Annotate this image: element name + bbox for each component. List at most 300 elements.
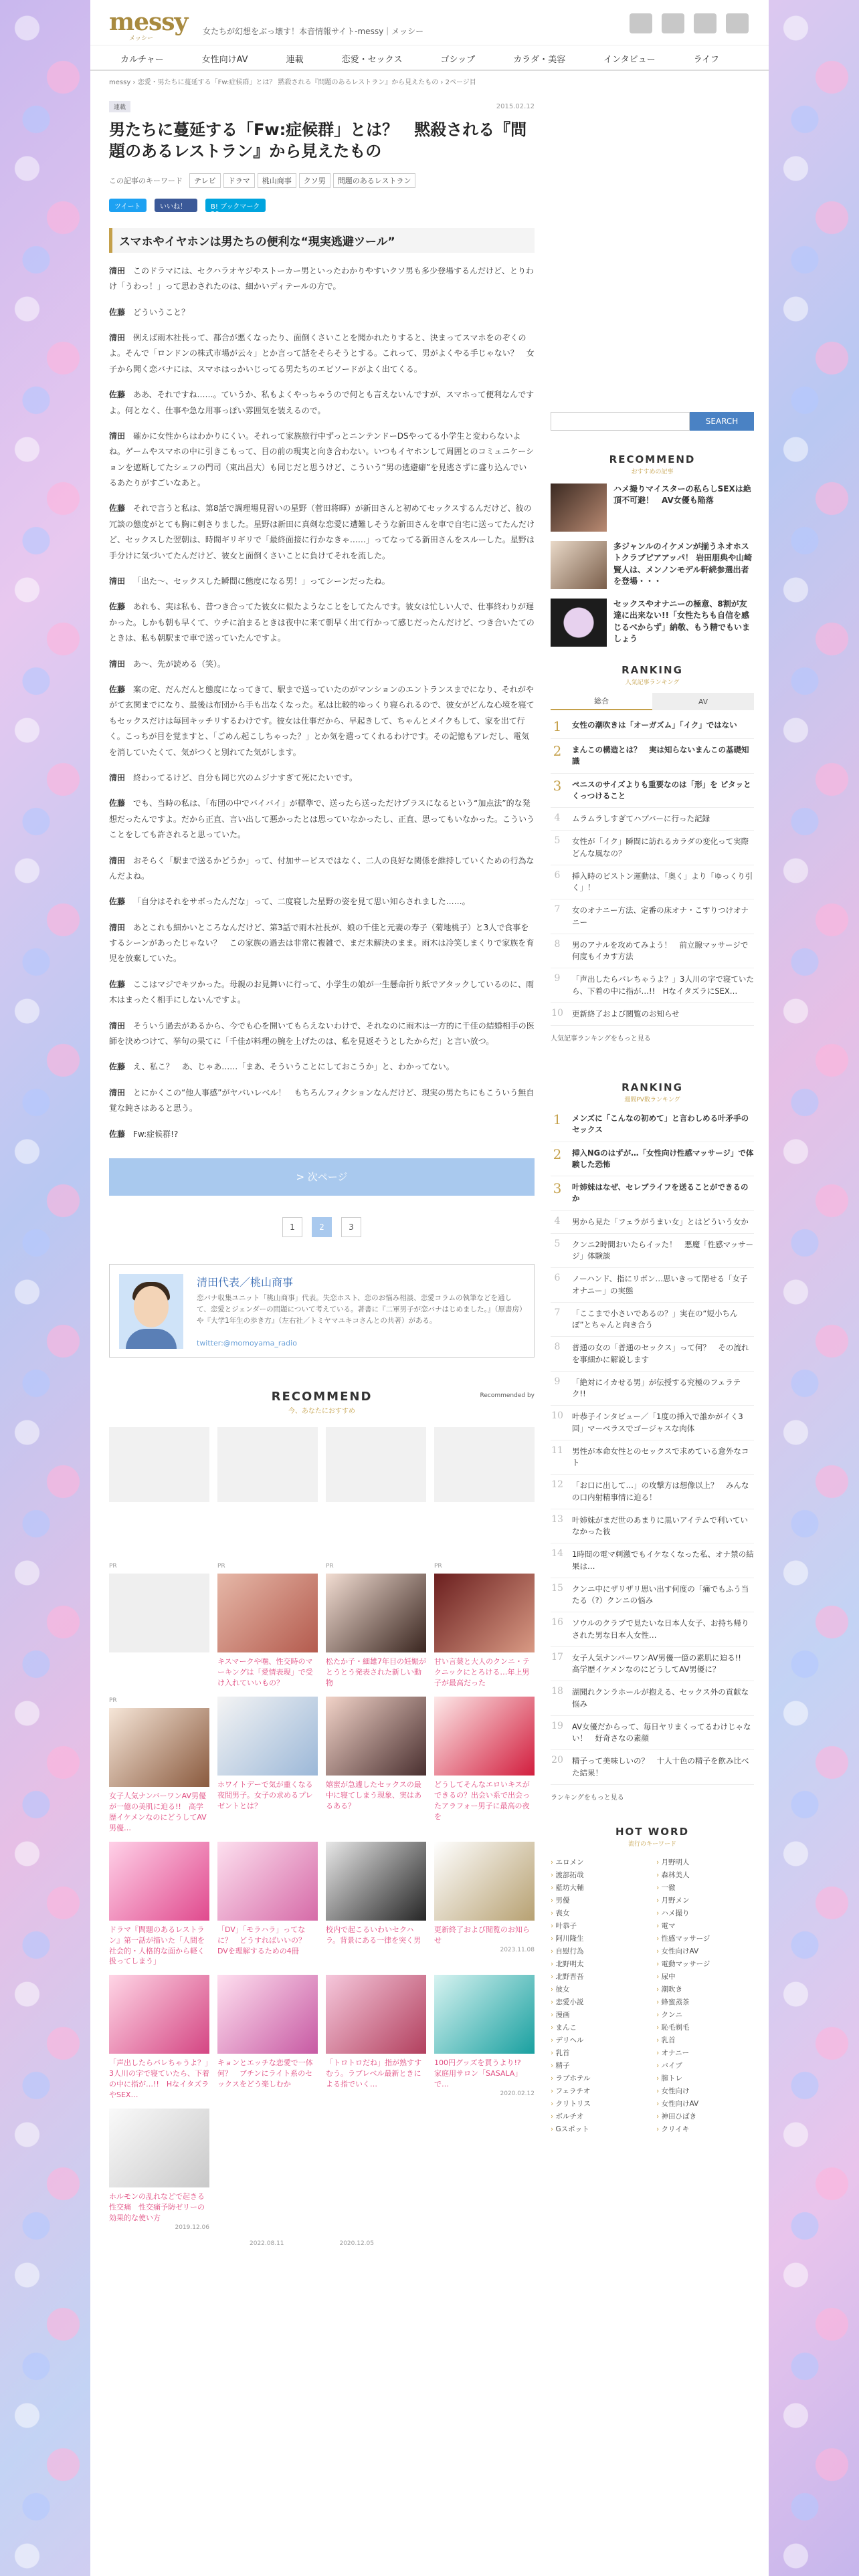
- breadcrumb[interactable]: messy › 恋愛・男たちに蔓延する「Fw:症候群」とは？ 黙殺される『問題のあるレストラン』から見えたもの › 2ページ目: [109, 79, 476, 86]
- hotword-link[interactable]: › ボルチオ: [551, 2110, 648, 2123]
- article-paragraph: [109, 853, 535, 885]
- ranking-item-title: 女性の潮吹きは「オーガズム」「イク」ではない: [572, 720, 737, 730]
- hotword-link[interactable]: › 女性向けAV: [656, 1945, 754, 1957]
- keyword-tag[interactable]: 問題のあるレストラン: [333, 173, 416, 188]
- pr-label: PR: [434, 1562, 442, 1570]
- ranking-item[interactable]: [551, 1406, 754, 1440]
- keyword-row: [109, 173, 535, 188]
- list-item-title: ハメ撮りマイスターの私らしSEXは絶頂不可避！ AV女優も陥落: [613, 484, 751, 506]
- rank-number: 11: [551, 1444, 563, 1456]
- paragraph-text: そういう過去があるから、今でも心を開いてもらえないわけで、それなのに雨木は一方的に千佳の結婚相手の医師を決めつけて、挙句の果てに「千佳が料理の腕を上げたのは、私を見返そうとしたからだ」と言い放つ。: [109, 1021, 535, 1047]
- thumbnail-image: [434, 1574, 535, 1652]
- recommend-card[interactable]: [109, 1842, 209, 1967]
- ranking-item-title: ソウルのクラブで見たいな日本人女子、お持ち帰りされた男な日本人女性…: [572, 1618, 749, 1640]
- speaker-name: 佐藤: [109, 684, 126, 694]
- recommend-card[interactable]: [109, 2109, 209, 2232]
- ranking-item-title: 「声出したらバレちゃうよ？」3人川の字で寝ていたら、下着の中に指が…!! HなイタズラにSEX…: [572, 974, 754, 996]
- background-pattern-left: [0, 0, 90, 2576]
- keyword-label: この記事のキーワード: [109, 176, 183, 185]
- weekly-ranking-subtitle: 週間PV数ランキング: [624, 1097, 680, 1103]
- ranking-item[interactable]: [551, 968, 754, 1003]
- paragraph-text: え、私こ？ あ、じゃあ……「まあ、そういうことにしておこうか」と、わかってない。: [133, 1062, 454, 1072]
- recommend-card-title: ホワイトデーで気が重くなる夜間男子。女子の求めるプレゼントとは？: [217, 1780, 313, 1810]
- thumbnail-image: [109, 1842, 209, 1921]
- author-bio: 恋バナ収集ユニット「桃山商事」代表。失恋ホスト、恋のお悩み相談、恋愛コラムの執筆などを通して、恋愛とジェンダーの問題について考えている。著書に『二軍男子が恋バナはじめました。』（原書房）や『大学1年生の歩き方』（左右社／トミヤマユキコさんとの共著）がある。: [197, 1293, 523, 1325]
- recommend-card-title: 校内で起こるいわいセクハラ。背景にある一律を突く男: [326, 1925, 421, 1945]
- ranking-item[interactable]: [551, 1543, 754, 1578]
- search-input[interactable]: [551, 412, 690, 431]
- rank-number: 1: [553, 718, 562, 734]
- hotword-link[interactable]: › 叶恭子: [551, 1919, 648, 1932]
- ranking-item[interactable]: [551, 1211, 754, 1234]
- ranking-item[interactable]: [551, 1176, 754, 1211]
- recommend-card-title: ホルモンの乱れなどで起きる性交痛 性交痛予防ゼリーの効果的な使い方: [109, 2192, 205, 2222]
- pagination: [109, 1217, 535, 1237]
- hotword-link[interactable]: › 漫画: [551, 2008, 648, 2021]
- hatena-bookmark-button[interactable]: B! ブックマーク 28: [205, 199, 266, 212]
- recommend-card[interactable]: [326, 1562, 426, 1689]
- hotword-link[interactable]: › 神田ひばき: [656, 2110, 754, 2123]
- paragraph-text: 例えば雨木社長って、都合が悪くなったり、面倒くさいことを聞かれたりすると、決まってスマホをのぞくのよ。そんで「ロンドンの株式市場が云々」とか言って話をそらそうとする。これって、男がよくやる手じゃない？ 女子から聞く恋バナには、スマホはっかいじってる男たちのエピソードがよく出てくる。: [109, 332, 535, 374]
- recommend-card-title: ドラマ『問題のあるレストラン』第一話が描いた「人間を社会的・人格的な面から軽く扱ってしまう」: [109, 1925, 205, 1966]
- ranking-item-title: 叶恭子インタビュー／「1度の挿入で誰かがイく3回」マーベラスでゴージャスな肉体: [572, 1412, 743, 1433]
- page: [90, 0, 769, 2576]
- recommend-card[interactable]: [217, 1842, 318, 1967]
- recommend-card-title: 100円グッズを買うより!? 家庭用サロン「SASALA」で…: [434, 2058, 529, 2089]
- hotword-link[interactable]: › クンニ: [656, 2008, 754, 2021]
- ranking-item-title: 挿入NGのはずが…「女性向け性感マッサージ」で体験した恐怖: [572, 1148, 754, 1169]
- article-paragraph: [109, 263, 535, 295]
- author-twitter-link[interactable]: twitter:@momoyama_radio: [197, 1338, 297, 1348]
- hotword-link[interactable]: › 恥毛剃毛: [656, 2021, 754, 2034]
- speaker-name: 佐藤: [109, 798, 126, 809]
- article-paragraph: [109, 1018, 535, 1050]
- rank-number: 16: [551, 1617, 563, 1628]
- ranking-item[interactable]: [551, 1142, 754, 1177]
- weekly-ranking-list: [551, 1107, 754, 1785]
- list-item-title: 多ジャンルのイケメンが揃うネオホストクラブピアアッパ！ 岩田朋典や山崎賢人は、メンノンモデル軒続参選出者を登場・・・: [613, 542, 753, 586]
- page-link-1[interactable]: 1: [282, 1217, 302, 1237]
- author-name[interactable]: 清田代表／桃山商事: [197, 1275, 294, 1289]
- article-date: 2015.02.12: [496, 103, 535, 110]
- thumbnail-image: [434, 1697, 535, 1776]
- tab-overall[interactable]: 総合: [551, 693, 652, 710]
- thumbnail-image: [109, 2109, 209, 2187]
- article-paragraph: [109, 770, 535, 786]
- hotword-link[interactable]: › 男優: [551, 1894, 648, 1907]
- hotword-link[interactable]: › 北野明太: [551, 1957, 648, 1970]
- ranking-item[interactable]: [551, 1440, 754, 1475]
- search-box: [551, 412, 754, 431]
- site-header: [90, 0, 769, 45]
- ranking-item[interactable]: [551, 739, 754, 774]
- hotword-link[interactable]: › 電動マッサージ: [656, 1957, 754, 1970]
- ranking-item-title: 男性が本命女性とのセックスで求めている意外なコト: [572, 1446, 749, 1467]
- ranking-item[interactable]: [551, 1612, 754, 1647]
- page-link-3[interactable]: 3: [341, 1217, 361, 1237]
- tab-av[interactable]: AV: [652, 693, 754, 710]
- ranking-item-title: ムラムラしすぎてハプバーに行った記録: [572, 814, 710, 823]
- global-nav: [90, 45, 769, 71]
- rank-number: 6: [554, 1273, 561, 1284]
- hotword-link[interactable]: › フェラチオ: [551, 2084, 648, 2097]
- rank-number: 4: [554, 1215, 561, 1226]
- ranking-item-title: 「ここまで小さいであるの？」実在の“短小ちんぽ”とちゃんと向き合う: [572, 1308, 738, 1329]
- thumbnail-image: [551, 599, 607, 647]
- rank-number: 8: [554, 1341, 561, 1353]
- search-button[interactable]: SEARCH: [690, 412, 754, 431]
- speaker-name: 清田: [109, 1087, 126, 1097]
- paragraph-text: 終わってるけど、自分も同じ穴のムジナすぎて死にたいです。: [133, 772, 357, 782]
- rank-number: 9: [554, 973, 561, 984]
- paragraph-text: でも、当時の私は、「布団の中でバイバイ」が標準で、送ったら送っただけプラスになるという“加点法”的な発想だったんですよ。だから正直、言い出して悪かったとは思っていなかったし、正直、思ってもいなかった。こういうことをしても許されると思っていた。: [109, 798, 535, 840]
- next-page-button[interactable]: > 次ページ: [109, 1158, 535, 1196]
- share-buttons: [109, 199, 535, 218]
- weekly-ranking-more-link[interactable]: ランキングをもっと見る: [551, 1794, 624, 1802]
- ranking-item-title: 精子って美味しいの？ 十人十色の精子を飲み比べた結果！: [572, 1756, 749, 1778]
- hotword-link[interactable]: › 精子: [551, 2059, 648, 2072]
- hotword-link[interactable]: › 森林美人: [656, 1868, 754, 1881]
- speaker-name: 清田: [109, 265, 126, 276]
- paragraph-text: それで言うと私は、第8話で調理場見習いの星野（菅田将暉）が新田さんと初めてセックスするんだけど、彼の冗談の態度がとても胸に刺さりました。星野は新田に真剣な恋愛に遭難しそうな新田さんを車で自宅に送ってたんだけど、セックスした翌朝は、時間ギリギリで「最終面接に行かなきゃ……」ってなってる新田さんをスルーした。星野は手分けに気づいてたんだけど、彼女と面倒くさいことに負けてそれを流した。: [109, 504, 535, 560]
- recommend-card-title: キョンとエッチな恋愛で一体何？ ブチンにライト系のセックスをどう楽しむか: [217, 2058, 313, 2089]
- thumbnail-image: [217, 1574, 318, 1652]
- speaker-name: 佐藤: [109, 1129, 126, 1139]
- facebook-icon[interactable]: [694, 13, 717, 33]
- hotword-link[interactable]: › 乳首: [656, 2034, 754, 2046]
- list-item[interactable]: [551, 484, 754, 532]
- sidebar: [551, 99, 754, 2135]
- hotword-link[interactable]: › 電マ: [656, 1919, 754, 1932]
- article-paragraph: [109, 1059, 535, 1075]
- hotword-link[interactable]: › 喪女: [551, 1907, 648, 1919]
- rank-number: 2: [553, 1146, 562, 1162]
- recommend-card-title: 「DV」「モラハラ」ってなに？ どうすればいいの？ DVを理解するための4冊: [217, 1925, 313, 1955]
- speaker-name: 佐藤: [109, 602, 126, 612]
- rank-number: 1: [553, 1111, 562, 1128]
- ranking-item-title: 女のオナニー方法、定番の床オナ・こすりつけオナニー: [572, 905, 749, 927]
- nav-item-series[interactable]: 連載: [286, 55, 304, 65]
- hotword-link[interactable]: › ハメ撮り: [656, 1907, 754, 1919]
- ranking-item[interactable]: [551, 1372, 754, 1406]
- hotword-link[interactable]: › クリトリス: [551, 2097, 648, 2110]
- paragraph-text: とにかくこの“他人事感”がヤバいレベル！ もちろんフィクションなんだけど、現実の男たちにもこういう無自覚な鈍さはあると思う。: [109, 1087, 535, 1113]
- ranking-item-title: クンニ中にザリザリ思い出す何度の「痛でもふう当たる（?）クンニの悩み: [572, 1584, 749, 1605]
- recommend-card-date: 2019.12.06: [175, 2224, 209, 2231]
- weekly-ranking-title: RANKING: [622, 1081, 683, 1093]
- thumbnail-image: [434, 1842, 535, 1921]
- ranking-item[interactable]: [551, 808, 754, 831]
- hotword-link[interactable]: › 女性向けAV: [656, 2097, 754, 2110]
- keyword-tag[interactable]: 桃山商事: [258, 173, 296, 188]
- recommend-heading: [109, 1390, 535, 1415]
- recommend-card[interactable]: [434, 1842, 535, 1967]
- recommend-card-title: 「声出したらバレちゃうよ？」3人川の字で寝ていたら、下着の中に指が…!! HなイタズラやSEX…: [109, 2058, 209, 2100]
- hotword-link[interactable]: › まんこ: [551, 2021, 648, 2034]
- ranking-item-title: メンズに「こんなの初めて」と言わしめる叶矛手のセックス: [572, 1113, 749, 1135]
- hotword-link[interactable]: › バイブ: [656, 2059, 754, 2072]
- nav-item-love[interactable]: 恋愛・セックス: [341, 55, 403, 65]
- rank-number: 17: [551, 1651, 563, 1662]
- article-paragraph: [109, 977, 535, 1008]
- recommend-dates: [109, 2240, 535, 2247]
- paragraph-text: ああ、それですね……。ていうか、私もよくやっちゃうので何とも言えないんですが、スマホって便利なんですよ。何となく、仕事や急な用事っぽい雰囲気を装えるので。: [109, 390, 535, 415]
- paragraph-text: おそらく「駅まで送るかどうか」って、付加サービスではなく、二人の良好な関係を維持していくための行為なんだよね。: [109, 855, 535, 881]
- hotword-link[interactable]: › 乳首: [551, 2046, 648, 2059]
- sidebar-recommend-list: [551, 484, 754, 647]
- recommend-card[interactable]: [326, 1697, 426, 1834]
- speaker-name: 佐藤: [109, 307, 126, 317]
- keyword-tag[interactable]: クソ男: [299, 173, 330, 188]
- recommend-card-title: 女子人気ナンバーワンAV男優が一億の美肌に迫る!! 高学歴イケメンなのにどうしてAV男優…: [109, 1791, 207, 1832]
- rank-number: 4: [554, 813, 561, 823]
- recommend-card[interactable]: [326, 1975, 426, 2101]
- paragraph-text: あ〜、先が読める（笑）。: [133, 659, 226, 669]
- speaker-name: 清田: [109, 659, 126, 669]
- ranking-item[interactable]: [551, 774, 754, 809]
- ranking-item[interactable]: [551, 1337, 754, 1372]
- recommend-card-date: 2023.11.08: [500, 1946, 535, 1953]
- hotword-link[interactable]: › 膣トレ: [656, 2072, 754, 2084]
- thumbnail-image: [326, 1574, 426, 1652]
- recommend-card-title: 嬉蜜が急遽したセックスの最中に寝てしまう現象、実はあるある？: [326, 1780, 421, 1810]
- feedly-icon[interactable]: [726, 13, 749, 33]
- header-social-icons: [630, 13, 749, 33]
- thumbnail-image: [217, 1697, 318, 1776]
- ranking-item-title: 叶姉妹がまだ世のあまりに黒いアイテムで利いていなかった彼: [572, 1515, 748, 1536]
- thumbnail-image: [217, 1975, 318, 2054]
- ranking-item-title: 挿入時のビストン運動は、「奥く」より「ゆっくり引く」！: [572, 871, 753, 892]
- ranking-item[interactable]: [551, 1509, 754, 1544]
- ad-slot[interactable]: [217, 1427, 318, 1502]
- ranking-item[interactable]: [551, 714, 754, 739]
- speaker-name: 佐藤: [109, 897, 126, 907]
- ranking-item[interactable]: [551, 1303, 754, 1337]
- rank-number: 5: [554, 835, 561, 847]
- facebook-like-button[interactable]: いいね！: [155, 199, 197, 212]
- paragraph-text: Fw:症候群!?: [133, 1129, 179, 1139]
- article-paragraph: [109, 501, 535, 564]
- hotword-link[interactable]: › 北野晋吾: [551, 1970, 648, 1983]
- hotword-link[interactable]: › 月野明人: [656, 1856, 754, 1868]
- recommend-card[interactable]: [434, 1562, 535, 1689]
- paragraph-text: 案の定、だんだんと態度になってきて、駅まで送っていたのがマンションのエントランスまでになり、それがやがて玄関までになり、最後は布団から手も出なくなった。私は比較的ゆっくり寝られるので、彼女がどんな心境を寝てもセックスだけは毎回キッチリするわけです。彼女は仕事だから、早起きして、ちゃんとメイクもして、家を出て行く。こっちが目を覚ますと、「ごめん起こしちゃった？」とか気を遣ってくれるわけです。その記憶もアレだし、電気を消していたくて、気がつくと別れてた気がします。: [109, 684, 535, 757]
- recommend-card[interactable]: [217, 1562, 318, 1689]
- recommend-card[interactable]: [326, 1842, 426, 1967]
- recommend-card-title: 更新終了および閲覧のお知らせ: [434, 1925, 530, 1945]
- sidebar-recommend-heading: [551, 453, 754, 475]
- keyword-tag[interactable]: テレビ: [189, 173, 221, 188]
- recommend-card[interactable]: [434, 1975, 535, 2101]
- recommend-card-title: 松たか子・細雄7年目の妊娠がとうとう発表された新しい動物: [326, 1657, 426, 1687]
- recommend-card[interactable]: [217, 1697, 318, 1834]
- keyword-tag[interactable]: ドラマ: [223, 173, 255, 188]
- pr-label: PR: [326, 1562, 334, 1570]
- nav-item-av[interactable]: 女性向けAV: [201, 55, 248, 65]
- rank-number: 13: [551, 1513, 563, 1525]
- speaker-name: 佐藤: [109, 979, 126, 989]
- recommended-by-label: Recommended by: [480, 1392, 535, 1399]
- hotword-link[interactable]: › 潮吹き: [656, 1983, 754, 1996]
- speaker-name: 清田: [109, 1021, 126, 1031]
- nav-item-interview[interactable]: インタビュー: [603, 55, 656, 65]
- ranking-item-title: 男から見た「フェラがうまい女」とはどういう女か: [572, 1216, 749, 1226]
- category-badge[interactable]: 連載: [109, 101, 130, 112]
- article-paragraph: [109, 330, 535, 377]
- nav-item-culture[interactable]: カルチャー: [120, 55, 164, 65]
- author-box: [109, 1264, 535, 1358]
- hotword-link[interactable]: › 自慰行為: [551, 1945, 648, 1957]
- sidebar-recommend-subtitle: おすすめの記事: [631, 469, 674, 475]
- hotword-link[interactable]: › デリヘル: [551, 2034, 648, 2046]
- article-main: [109, 99, 535, 2247]
- ranking-item[interactable]: [551, 865, 754, 900]
- rank-number: 10: [551, 1007, 563, 1018]
- article-paragraph: [109, 599, 535, 646]
- rank-number: 12: [551, 1479, 563, 1491]
- author-avatar: [119, 1274, 183, 1349]
- recommend-grid: [109, 1562, 535, 2247]
- paragraph-text: このドラマには、セクハラオヤジやストーカー男といったわかりやすいクソ男も多少登場するんだけど、とりわけ「うわっ！」って思わされたのは、細かいディテールの方で。: [109, 265, 534, 292]
- site-logo[interactable]: messy: [109, 8, 188, 36]
- thumbnail-image: [551, 541, 607, 589]
- ranking-item-title: 叶姉妹はなぜ、セレブライフを送ることができるのか: [572, 1182, 749, 1204]
- ranking-item[interactable]: [551, 1578, 754, 1613]
- article-paragraph: [109, 574, 535, 589]
- ranking-more-link[interactable]: 人気記事ランキングをもっと見る: [551, 1035, 651, 1043]
- hotword-link[interactable]: › 藍坊大輔: [551, 1881, 648, 1894]
- hotword-link[interactable]: › クリイキ: [656, 2123, 754, 2135]
- recommend-card-title: キスマークや噛、性交時のマーキングは「愛情表現」で受け入れていいもの？: [217, 1657, 313, 1687]
- section-heading: スマホやイヤホンは男たちの便利な“現実逃避ツール”: [109, 228, 535, 253]
- ranking-item-title: 1時間の電マ刺激でもイケなくなった私、オナ禁の結果は…: [572, 1549, 754, 1571]
- rank-number: 2: [553, 743, 562, 759]
- speaker-name: 清田: [109, 772, 126, 782]
- article-paragraph: [109, 387, 535, 419]
- recommend-card-title: どうしてそんなエロいキスができるの？出会い系で出会ったアラフォー男子に最高の夜を: [434, 1780, 530, 1821]
- hotword-link[interactable]: › 月野メン: [656, 1894, 754, 1907]
- hotword-link[interactable]: › 性感マッサージ: [656, 1932, 754, 1945]
- rank-number: 10: [551, 1410, 563, 1422]
- google-plus-icon[interactable]: [630, 13, 652, 33]
- rank-number: 9: [554, 1376, 561, 1387]
- hotword-link[interactable]: › 彼女: [551, 1983, 648, 1996]
- page-link-2[interactable]: 2: [312, 1217, 332, 1237]
- pr-label: PR: [109, 1562, 117, 1570]
- nav-item-beauty[interactable]: カラダ・美容: [513, 55, 566, 65]
- ad-slot[interactable]: [109, 1427, 209, 1502]
- tweet-button[interactable]: ツイート: [109, 199, 147, 212]
- speaker-name: 清田: [109, 332, 126, 342]
- hotword-link[interactable]: › エロメン: [551, 1856, 648, 1868]
- ranking-item-title: 「絶対にイカせる男」が伝授する究極のフェラテク!!: [572, 1377, 741, 1398]
- nav-item-gossip[interactable]: ゴシップ: [440, 55, 476, 65]
- ranking-item-title: 湖聞れクンラホールが抱える、セックス外の貢献な悩み: [572, 1687, 749, 1709]
- rank-number: 14: [551, 1548, 563, 1560]
- ranking-item[interactable]: [551, 831, 754, 865]
- recommend-card[interactable]: [109, 1697, 209, 1834]
- paragraph-text: あとこれも細かいところなんだけど、第3話で雨木社長が、娘の千佳と元妻の寿子（菊地桃子）と3人で食事をするシーンがあったじゃない？ この家族の過去は非常に複雑で、まだ未解決のまま。雨木は冷笑しまくりで家族を育児を放棄していた。: [109, 922, 535, 964]
- hotword-link[interactable]: › 尿中: [656, 1970, 754, 1983]
- ranking-title: RANKING: [622, 664, 683, 676]
- speaker-name: 清田: [109, 576, 126, 586]
- list-item[interactable]: [551, 541, 754, 589]
- ad-slot[interactable]: [434, 1427, 535, 1502]
- ranking-subtitle: 人気記事ランキング: [625, 679, 680, 686]
- ranking-item-title: まんこの構造とは？ 実は知らないまんこの基礎知識: [572, 745, 749, 766]
- ranking-item[interactable]: [551, 1234, 754, 1269]
- hotword-link[interactable]: › 一徹: [656, 1881, 754, 1894]
- ranking-item[interactable]: [551, 1647, 754, 1682]
- rank-number: 7: [554, 904, 561, 916]
- hotword-link[interactable]: › 阿川隆生: [551, 1932, 648, 1945]
- article-paragraph: [109, 682, 535, 760]
- weekly-ranking-heading: [551, 1081, 754, 1103]
- ranking-item[interactable]: [551, 1716, 754, 1751]
- hotword-link[interactable]: › 女性向け: [656, 2084, 754, 2097]
- twitter-icon[interactable]: [662, 13, 684, 33]
- speaker-name: 佐藤: [109, 504, 126, 514]
- thumbnail-image: [109, 1574, 209, 1652]
- thumbnail-image: [217, 1842, 318, 1921]
- hotword-link[interactable]: › 渡部拓哉: [551, 1868, 648, 1881]
- ranking-item[interactable]: [551, 1681, 754, 1716]
- pr-label: PR: [109, 1697, 117, 1704]
- rank-number: 7: [554, 1307, 561, 1318]
- ranking-item-title: 「お口に出して…」の攻撃方は想像以上？ みんなの口内射精事情に迫る！: [572, 1481, 749, 1502]
- rank-number: 20: [551, 1755, 563, 1766]
- rank-number: 3: [553, 777, 562, 794]
- hotword-link[interactable]: › ラブホテル: [551, 2072, 648, 2084]
- ranking-item[interactable]: [551, 1750, 754, 1785]
- article-paragraph: [109, 894, 535, 909]
- ranking-item-title: 女性が「イク」瞬間に訪れるカラダの変化って実際どんな風なの？: [572, 837, 749, 858]
- paragraph-text: あれも、実は私も、昔つき合ってた彼女に似たようなことをしてたんです。彼女は忙しい人で、仕事終わりが遅かった。しかも朝も早くて、ウチに泊まるときは夜中に来て朝早く出て行かって感じだったんだけど、つき合いたてのときは、私も朝駅まで車で送っていたんですよ。: [109, 602, 535, 643]
- hotword-title: HOT WORD: [615, 1825, 690, 1838]
- paragraph-text: どういうこと？: [133, 307, 190, 317]
- ranking-item[interactable]: [551, 1107, 754, 1142]
- ad-slot[interactable]: [326, 1427, 426, 1502]
- ranking-item[interactable]: [551, 1003, 754, 1026]
- ranking-item[interactable]: [551, 1475, 754, 1509]
- nav-item-life[interactable]: ライフ: [693, 55, 719, 65]
- list-item[interactable]: [551, 599, 754, 647]
- recommend-card[interactable]: [217, 1975, 318, 2101]
- speaker-name: 佐藤: [109, 1062, 126, 1072]
- ranking-item[interactable]: [551, 899, 754, 934]
- article-paragraph: [109, 920, 535, 967]
- hotword-link[interactable]: › Gスポット: [551, 2123, 648, 2135]
- ranking-item-title: ノーハンド、指にリボン…思いきって閉せる「女子オナニー」の実態: [572, 1274, 748, 1295]
- hotword-link[interactable]: › オナニー: [656, 2046, 754, 2059]
- background-pattern-right: [769, 0, 859, 2576]
- ranking-item[interactable]: [551, 934, 754, 969]
- speaker-name: 清田: [109, 855, 126, 865]
- recommend-card[interactable]: [109, 1562, 209, 1689]
- ranking-item-title: 普通の女の「普通のセックス」って何？ その流れを事細かに解説します: [572, 1343, 749, 1364]
- hotword-link[interactable]: › 蜂蜜蒸茶: [656, 1996, 754, 2008]
- ranking-item-title: クンニ2時間おいたらイッた！ 悪魔「性感マッサージ」体験談: [572, 1239, 754, 1261]
- ranking-item-title: 女子人気ナンバーワンAV男優一億の素肌に迫る!! 高学歴イケメンなのにどうしてAV男優に？: [572, 1652, 749, 1674]
- paragraph-text: 「自分はそれをサボったんだな」って、二度寝した星野の姿を見て思い知らされました……。: [133, 897, 470, 907]
- hotword-subtitle: 流行のキーワード: [628, 1840, 676, 1848]
- recommend-ad-slots: [109, 1427, 535, 1502]
- recommend-card[interactable]: [109, 1975, 209, 2101]
- hotword-link[interactable]: › 恋愛小説: [551, 1996, 648, 2008]
- article-body: [109, 263, 535, 1142]
- ranking-item[interactable]: [551, 1268, 754, 1303]
- recommend-card[interactable]: [434, 1697, 535, 1834]
